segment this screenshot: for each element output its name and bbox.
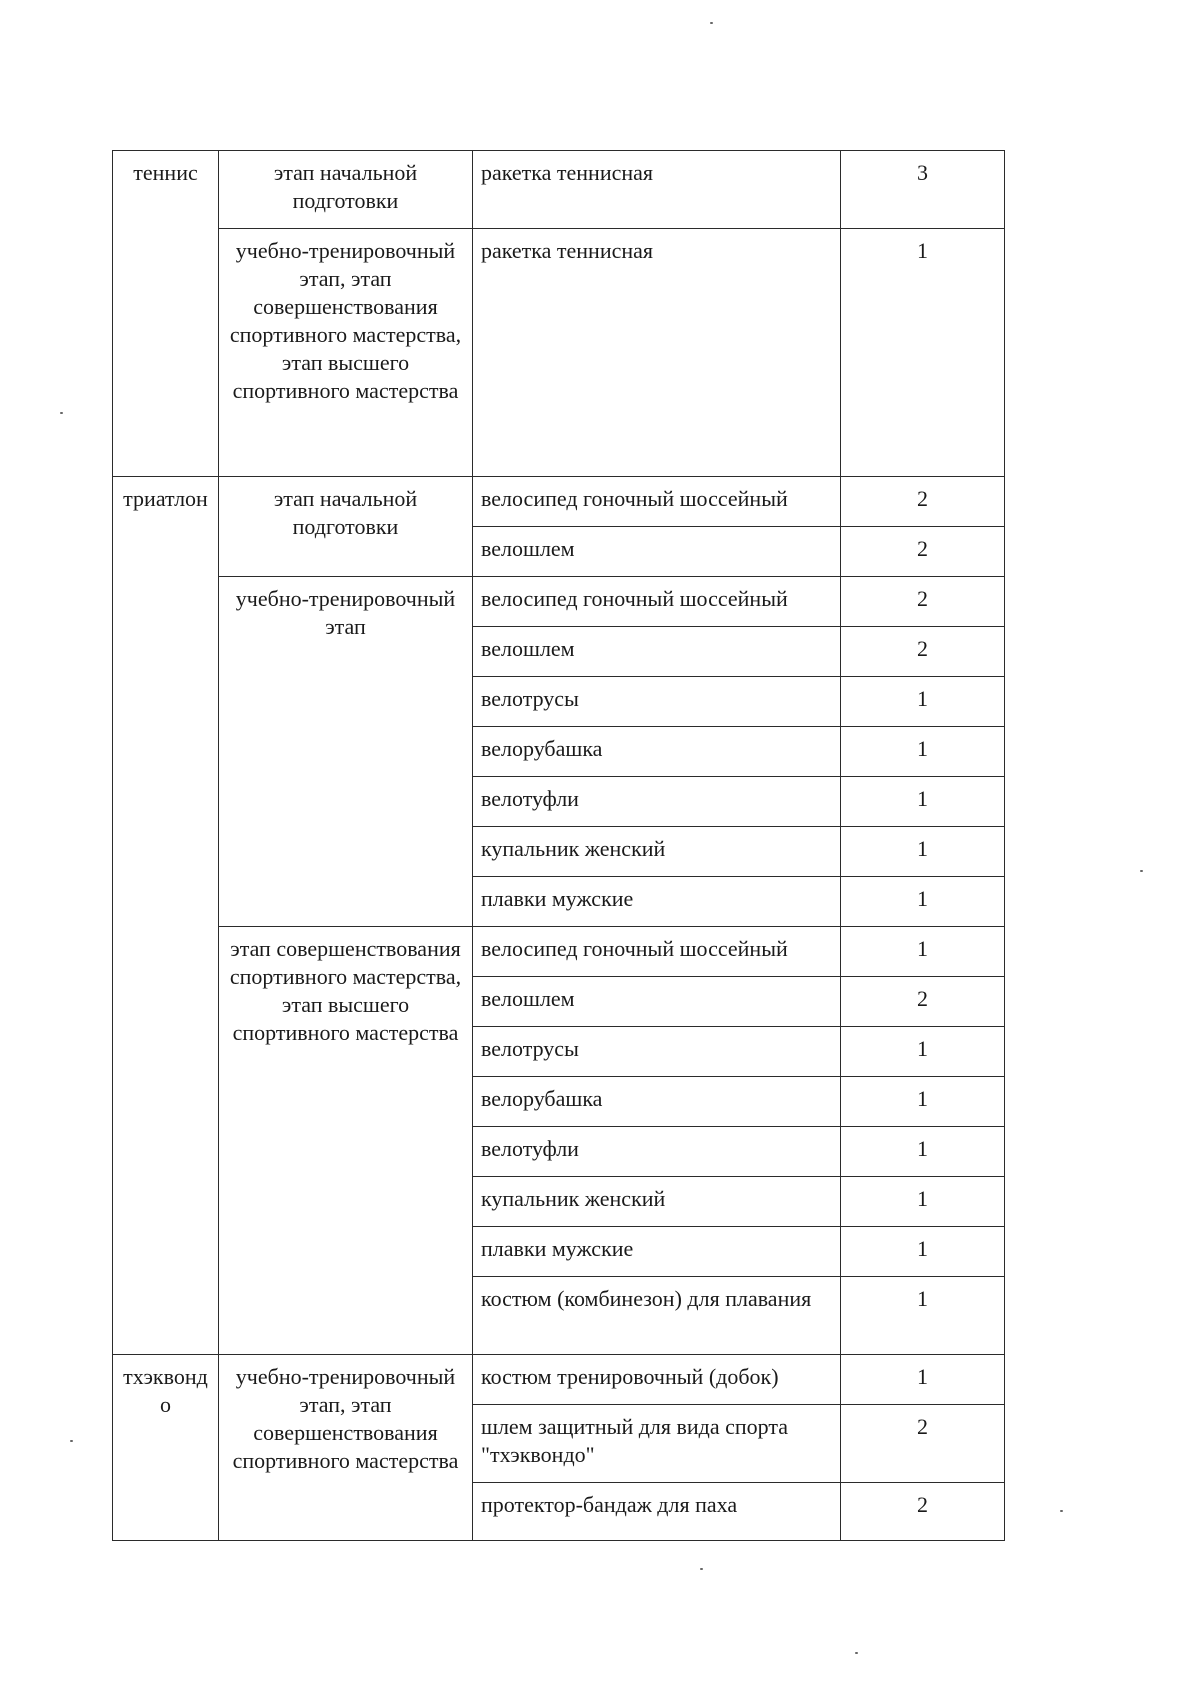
qty-cell: 1 [841,1355,1005,1405]
item-cell: ракетка теннисная [473,229,841,477]
table-row [113,151,1005,229]
qty-cell: 1 [841,727,1005,777]
item-cell: велосипед гоночный шоссейный [473,927,841,977]
stage-cell: этап начальной подготовки [219,477,473,577]
item-cell: велорубашка [473,727,841,777]
scan-speck [1060,1510,1063,1512]
qty-cell: 1 [841,927,1005,977]
item-cell: плавки мужские [473,1227,841,1277]
qty-cell: 1 [841,877,1005,927]
qty-cell: 1 [841,1127,1005,1177]
qty-cell: 2 [841,627,1005,677]
qty-cell: 1 [841,1077,1005,1127]
qty-cell: 2 [841,977,1005,1027]
scan-speck [60,412,63,414]
item-cell: шлем защитный для вида спорта "тхэквондо" [473,1405,841,1483]
item-cell: велорубашка [473,1077,841,1127]
item-cell: велотрусы [473,1027,841,1077]
stage-cell: учебно-тренировочный этап, этап совершенствования спортивного мастерства [219,1355,473,1541]
qty-cell: 1 [841,1277,1005,1355]
item-cell: велотуфли [473,777,841,827]
qty-cell: 2 [841,527,1005,577]
table-row [113,927,1005,977]
qty-cell: 2 [841,477,1005,527]
item-cell: купальник женский [473,1177,841,1227]
sport-cell: триатлон [113,477,219,1355]
item-cell: велосипед гоночный шоссейный [473,477,841,527]
qty-cell: 2 [841,577,1005,627]
item-cell: велошлем [473,527,841,577]
qty-cell: 1 [841,1177,1005,1227]
sport-cell: тхэквондо [113,1355,219,1541]
item-cell: велотуфли [473,1127,841,1177]
scan-speck [710,22,713,24]
item-cell: велосипед гоночный шоссейный [473,577,841,627]
stage-cell: учебно-тренировочный этап, этап совершенствования спортивного мастерства, этап высшего спортивного мастерства [219,229,473,477]
qty-cell: 1 [841,777,1005,827]
qty-cell: 2 [841,1405,1005,1483]
qty-cell: 1 [841,229,1005,477]
stage-cell: этап начальной подготовки [219,151,473,229]
qty-cell: 3 [841,151,1005,229]
item-cell: плавки мужские [473,877,841,927]
item-cell: костюм (комбинезон) для плавания [473,1277,841,1355]
item-cell: протектор-бандаж для паха [473,1483,841,1541]
item-cell: велошлем [473,977,841,1027]
equipment-table [112,150,1005,1541]
table-row [113,577,1005,627]
item-cell: купальник женский [473,827,841,877]
qty-cell: 1 [841,1027,1005,1077]
item-cell: велотрусы [473,677,841,727]
item-cell: ракетка теннисная [473,151,841,229]
scan-speck [855,1652,858,1654]
qty-cell: 1 [841,827,1005,877]
qty-cell: 1 [841,677,1005,727]
table-row [113,229,1005,477]
table-row [113,1355,1005,1405]
scan-speck [1140,870,1143,872]
stage-cell: этап совершенствования спортивного мастерства, этап высшего спортивного мастерства [219,927,473,1355]
stage-cell: учебно-тренировочный этап [219,577,473,927]
qty-cell: 2 [841,1483,1005,1541]
item-cell: костюм тренировочный (добок) [473,1355,841,1405]
table-row [113,477,1005,527]
scan-speck [70,1440,73,1442]
item-cell: велошлем [473,627,841,677]
sport-cell: теннис [113,151,219,477]
scan-speck [700,1568,703,1570]
qty-cell: 1 [841,1227,1005,1277]
